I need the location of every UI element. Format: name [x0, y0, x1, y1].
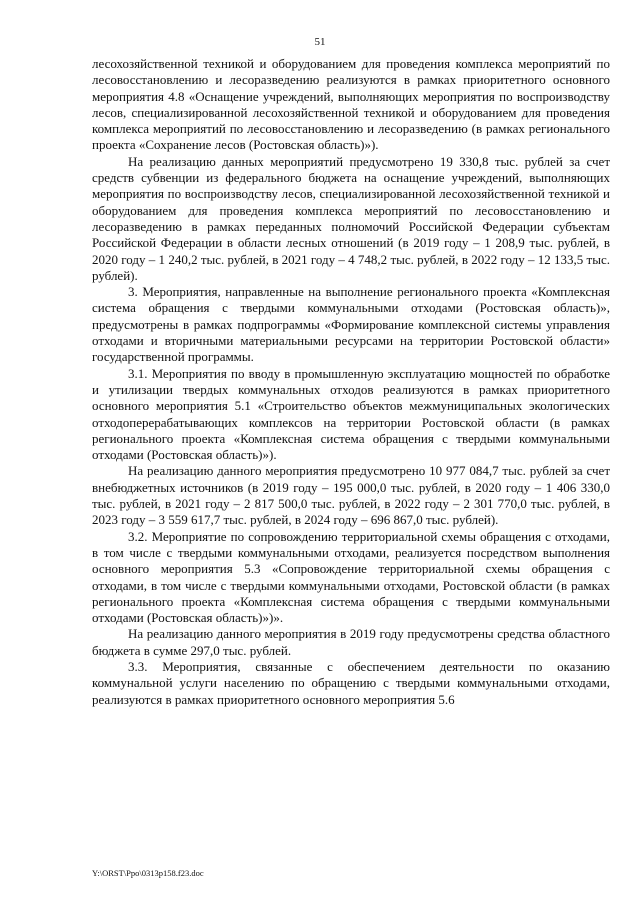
page-number: 51 [314, 36, 326, 48]
file-path-footer: Y:\ORST\Ppo\0313p158.f23.doc [92, 868, 204, 878]
paragraph: На реализацию данных мероприятий предусмотрено 19 330,8 тыс. рублей за счет средств субвенции из федерального бюджета на оснащение учреждений, выполняющих мероприятия по воспроизводству лесов, специализированной лесохозяйственной техникой и оборудованием для проведения комплекса мероприятий по лесовосстановлению и лесоразведению в рамках переданных полномочий Российской Федерации субъектам Российской Федерации в области лесных отношений (в 2019 году – 1 208,9 тыс. рублей, в 2020 году – 1 240,2 тыс. рублей, в 2021 году – 4 748,2 тыс. рублей, в 2022 году – 12 133,5 тыс. рублей). [92, 153, 610, 283]
paragraph: На реализацию данного мероприятия предусмотрено 10 977 084,7 тыс. рублей за счет внебюджетных источников (в 2019 году – 195 000,0 тыс. рублей, в 2020 году – 1 406 330,0 тыс. рублей, в 2021 году – 2 817 500,0 тыс. рублей, в 2022 году – 2 301 770,0 тыс. рублей, в 2023 году – 3 559 617,7 тыс. рублей, в 2024 году – 696 867,0 тыс. рублей). [92, 463, 610, 528]
paragraph-continuation: лесохозяйственной техникой и оборудованием для проведения комплекса мероприятий по лесовосстановлению и лесоразведению реализуются в рамках приоритетного основного мероприятия 4.8 «Оснащение учреждений, выполняющих мероприятия по воспроизводству лесов, специализированной лесохозяйственной техникой и оборудованием для проведения комплекса мероприятий по лесовосстановлению и лесоразведению (в рамках регионального проекта «Сохранение лесов (Ростовская область)»). [92, 56, 610, 153]
paragraph: 3.1. Мероприятия по вводу в промышленную эксплуатацию мощностей по обработке и утилизации твердых коммунальных отходов реализуются в рамках приоритетного основного мероприятия 5.1 «Строительство объектов межмуниципальных экологических отходоперерабатывающих комплексов на территории Ростовской области (в рамках регионального проекта «Комплексная система обращения с твердыми коммунальными отходами (Ростовская область)»). [92, 365, 610, 463]
paragraph: 3.2. Мероприятие по сопровождению территориальной схемы обращения с отходами, в том числе с твердыми коммунальными отходами, реализуется посредством выполнения основного мероприятия 5.3 «Сопровождение территориальной схемы обращения с отходами, в том числе с твердыми коммунальными отходами, Ростовской области (в рамках регионального проекта «Комплексная система обращения с твердыми коммунальными отходами (Ростовская область)»)». [92, 528, 610, 626]
paragraph: На реализацию данного мероприятия в 2019 году предусмотрены средства областного бюджета в сумме 297,0 тыс. рублей. [92, 626, 610, 658]
document-body [92, 56, 610, 708]
paragraph: 3. Мероприятия, направленные на выполнение регионального проекта «Комплексная система обращения с твердыми коммунальными отходами (Ростовская область)», предусмотрены в рамках подпрограммы «Формирование комплексной системы управления отходами и вторичными материальными ресурсами на территории Ростовской области» государственной программы. [92, 284, 610, 365]
paragraph: 3.3. Мероприятия, связанные с обеспечением деятельности по оказанию коммунальной услуги населению по обращению с твердыми коммунальными отходами, реализуются в рамках приоритетного основного мероприятия 5.6 [92, 658, 610, 707]
